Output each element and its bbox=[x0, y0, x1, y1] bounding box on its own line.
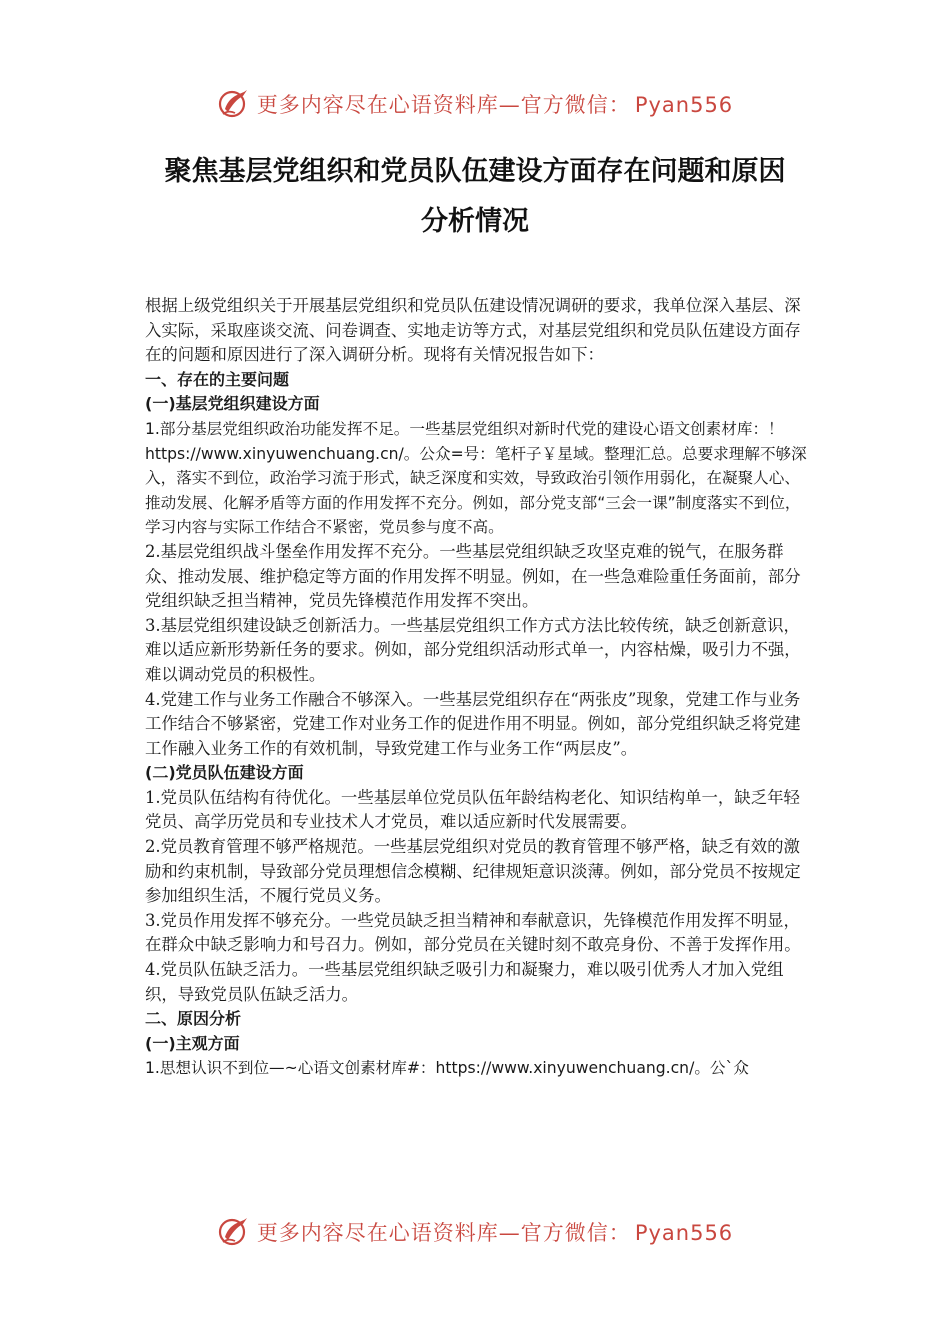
body-paragraph: 3.党员作用发挥不够充分。一些党员缺乏担当精神和奉献意识，先锋模范作用发挥不明显，在群众中缺乏影响力和号召力。例如，部分党员在关键时刻不敢亮身份、不善于发挥作用。 bbox=[145, 910, 801, 955]
intro-paragraph: 根据上级党组织关于开展基层党组织和党员队伍建设情况调研的要求，我单位深入基层、深入实际，采取座谈交流、问卷调查、实地走访等方式，对基层党组织和党员队伍建设方面存在的问题和原因进行了深入调研分析。现将有关情况报告如下： bbox=[145, 296, 801, 365]
body-paragraph: 4.党建工作与业务工作融合不够深入。一些基层党组织存在“两张皮”现象，党建工作与业务工作结合不够紧密，党建工作对业务工作的促进作用不明显。例如，部分党组织缺乏将党建工作融入业务工作的有效机制，导致党建工作与业务工作“两层皮”。 bbox=[145, 689, 801, 758]
subsection-heading: (一)主观方面 bbox=[145, 1033, 240, 1053]
body-paragraph: 2.党员教育管理不够严格规范。一些基层党组织对党员的教育管理不够严格，缺乏有效的激励和约束机制，导致部分党员理想信念模糊、纪律规矩意识淡薄。例如，部分党员不按规定参加组织生活，不履行党员义务。 bbox=[145, 837, 801, 906]
body-paragraph: 1.部分基层党组织政治功能发挥不足。一些基层党组织对新时代党的建设心语文创素材库：！ https://www.xinyuwenchuang.cn/。公众=号：笔杆子￥星域。整理汇总。总要求理解不够深入，落实不到位，政治学习流于形式，缺乏深度和实效，导致政治引领作用弱化，在凝聚人心、推动发展、化解矛盾等方面的作用发挥不充分。例如，部分党支部“三会一课”制度落实不到位，学习内容与实际工作结合不紧密，党员参与度不高。 bbox=[145, 419, 807, 537]
body-paragraph: 3.基层党组织建设缺乏创新活力。一些基层党组织工作方式方法比较传统，缺乏创新意识，难以适应新形势新任务的要求。例如，部分党组织活动形式单一，内容枯燥，吸引力不强，难以调动党员的积极性。 bbox=[145, 615, 801, 684]
document-body bbox=[145, 294, 813, 1081]
pen-swirl-logo-icon bbox=[217, 87, 251, 121]
body-paragraph: 1.党员队伍结构有待优化。一些基层单位党员队伍年龄结构老化、知识结构单一，缺乏年轻党员、高学历党员和专业技术人才党员，难以适应新时代发展需要。 bbox=[145, 787, 800, 832]
subsection-heading: (一)基层党组织建设方面 bbox=[145, 394, 320, 414]
watermark-footer bbox=[0, 1212, 950, 1252]
body-paragraph: 2.基层党组织战斗堡垒作用发挥不充分。一些基层党组织缺乏攻坚克难的锐气，在服务群众、推动发展、维护稳定等方面的作用发挥不明显。例如，在一些急难险重任务面前，部分党组织缺乏担当精神，党员先锋模范作用发挥不突出。 bbox=[145, 541, 801, 611]
body-paragraph: 4.党员队伍缺乏活力。一些基层党组织缺乏吸引力和凝聚力，难以吸引优秀人才加入党组织，导致党员队伍缺乏活力。 bbox=[145, 960, 784, 1004]
subsection-heading: (二)党员队伍建设方面 bbox=[145, 763, 304, 783]
body-paragraph: 1.思想认识不到位—~心语文创素材库#：https://www.xinyuwenchuang.cn/。公`众 bbox=[145, 1059, 749, 1078]
pen-swirl-logo-icon bbox=[217, 1215, 251, 1249]
section-heading: 一、存在的主要问题 bbox=[145, 369, 290, 389]
watermark-text: 更多内容尽在心语资料库—官方微信： Pyan556 bbox=[256, 93, 734, 117]
title-line-1: 聚焦基层党组织和党员队伍建设方面存在问题和原因 bbox=[164, 156, 786, 187]
document-title bbox=[130, 147, 820, 247]
section-heading: 二、原因分析 bbox=[145, 1009, 242, 1029]
title-line-2: 分析情况 bbox=[421, 206, 529, 237]
watermark-text: 更多内容尽在心语资料库—官方微信： Pyan556 bbox=[256, 1221, 734, 1245]
watermark-header bbox=[0, 84, 950, 124]
